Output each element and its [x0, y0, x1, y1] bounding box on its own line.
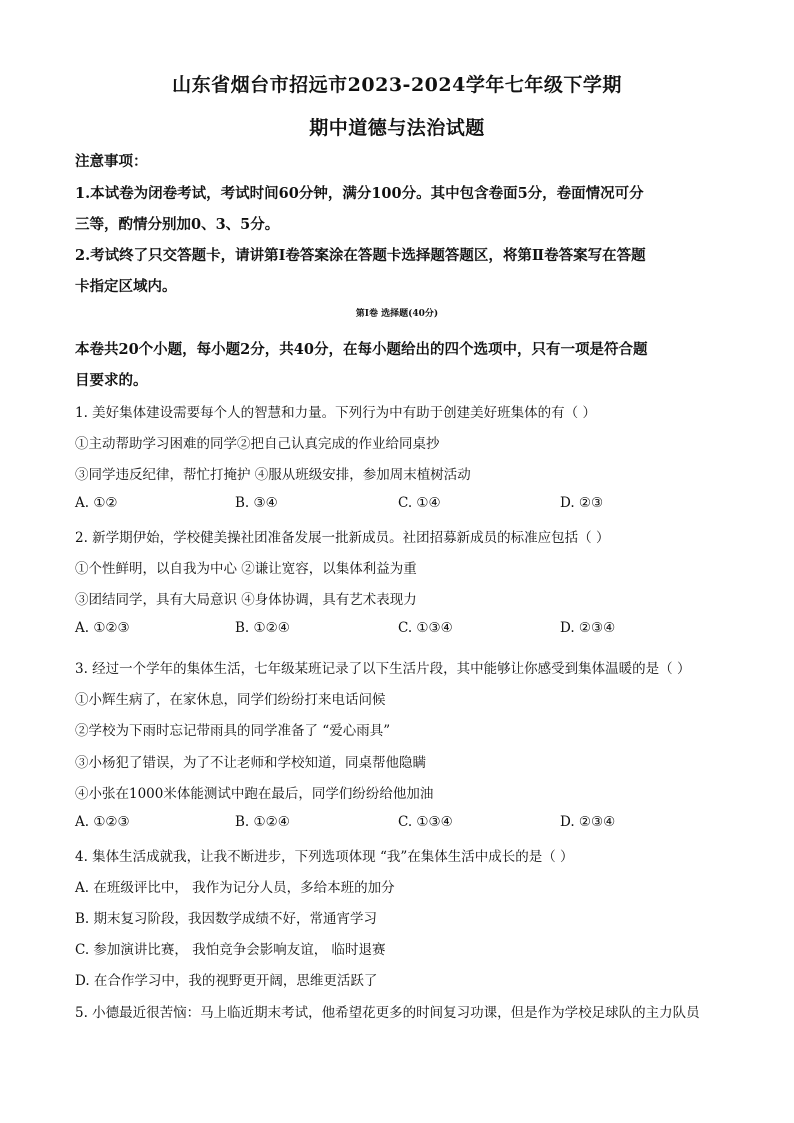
section-intro-line-2: 目要求的。 — [75, 372, 148, 389]
question-2-item-line: ①个性鲜明，以自我为中心 ②谦让宽容，以集体利益为重 — [75, 561, 417, 577]
question-1-stem: 1. 美好集体建设需要每个人的智慧和力量。下列行为中有助于创建美好班集体的有（ ） — [75, 405, 596, 421]
notice-line-2: 三等，酌情分别加0、3、5分。 — [75, 216, 280, 233]
question-4-stem: 4. 集体生活成就我，让我不断进步，下列选项体现 “我”在集体生活中成长的是（ ） — [75, 849, 574, 865]
exam-title-line1: 山东省烟台市招远市2023-2024学年七年级下学期 — [172, 74, 622, 96]
notice-heading: 注意事项： — [75, 153, 148, 170]
question-3-item-line: ②学校为下雨时忘记带雨具的同学准备了 “爱心雨具” — [75, 723, 391, 739]
question-3-item-line: ④小张在1000米体能测试中跑在最后，同学们纷纷给他加油 — [75, 786, 434, 802]
notice-line-1: 1.本试卷为闭卷考试，考试时间60分钟，满分100分。其中包含卷面5分，卷面情况可分 — [75, 185, 644, 202]
question-5-stem: 5. 小德最近很苦恼：马上临近期末考试，他希望花更多的时间复习功课，但是作为学校足球队的主力队员 — [75, 1005, 700, 1021]
option-b: B. ③④ — [235, 495, 278, 511]
option-d: D. ②③ — [560, 495, 604, 511]
question-4-option-d: D. 在合作学习中，我的视野更开阔，思维更活跃了 — [75, 973, 378, 989]
question-1-item-line: ③同学违反纪律，帮忙打掩护 ④服从班级安排，参加周末植树活动 — [75, 467, 471, 483]
option-d: D. ②③④ — [560, 620, 616, 636]
option-a: A. ①②③ — [75, 620, 130, 636]
question-3-options — [75, 814, 725, 834]
question-3-stem: 3. 经过一个学年的集体生活，七年级某班记录了以下生活片段，其中能够让你感受到集体温暖的是（ ） — [75, 661, 691, 677]
question-2-stem: 2. 新学期伊始，学校健美操社团准备发展一批新成员。社团招募新成员的标准应包括（ ） — [75, 530, 610, 546]
notice-line-3: 2.考试终了只交答题卡，请讲第Ⅰ卷答案涂在答题卡选择题答题区，将第Ⅱ卷答案写在答题 — [75, 247, 646, 264]
option-a: A. ①② — [75, 495, 118, 511]
option-c: C. ①③④ — [398, 814, 453, 830]
question-3-item-line: ③小杨犯了错误，为了不让老师和学校知道，同桌帮他隐瞒 — [75, 755, 426, 771]
option-c: C. ①③④ — [398, 620, 453, 636]
section-intro-line-1: 本卷共20个小题，每小题2分，共40分，在每小题给出的四个选项中，只有一项是符合题 — [75, 341, 648, 358]
section-title: 第Ⅰ卷 选择题(40分) — [355, 309, 439, 319]
option-d: D. ②③④ — [560, 814, 616, 830]
option-c: C. ①④ — [398, 495, 441, 511]
exam-title-line2: 期中道德与法治试题 — [309, 117, 485, 139]
question-2-item-line: ③团结同学，具有大局意识 ④身体协调，具有艺术表现力 — [75, 592, 417, 608]
option-a: A. ①②③ — [75, 814, 130, 830]
question-4-option-b: B. 期末复习阶段，我因数学成绩不好，常通宵学习 — [75, 911, 378, 927]
question-4-option-c: C. 参加演讲比赛， 我怕竞争会影响友谊， 临时退赛 — [75, 942, 386, 958]
question-1-options — [75, 495, 725, 515]
question-1-item-line: ①主动帮助学习困难的同学②把自己认真完成的作业给同桌抄 — [75, 436, 440, 452]
question-4-option-a: A. 在班级评比中， 我作为记分人员，多给本班的加分 — [75, 880, 395, 896]
option-b: B. ①②④ — [235, 620, 290, 636]
question-3-item-line: ①小辉生病了，在家休息，同学们纷纷打来电话问候 — [75, 692, 386, 708]
notice-line-4: 卡指定区域内。 — [75, 278, 177, 295]
question-2-options — [75, 620, 725, 640]
option-b: B. ①②④ — [235, 814, 290, 830]
